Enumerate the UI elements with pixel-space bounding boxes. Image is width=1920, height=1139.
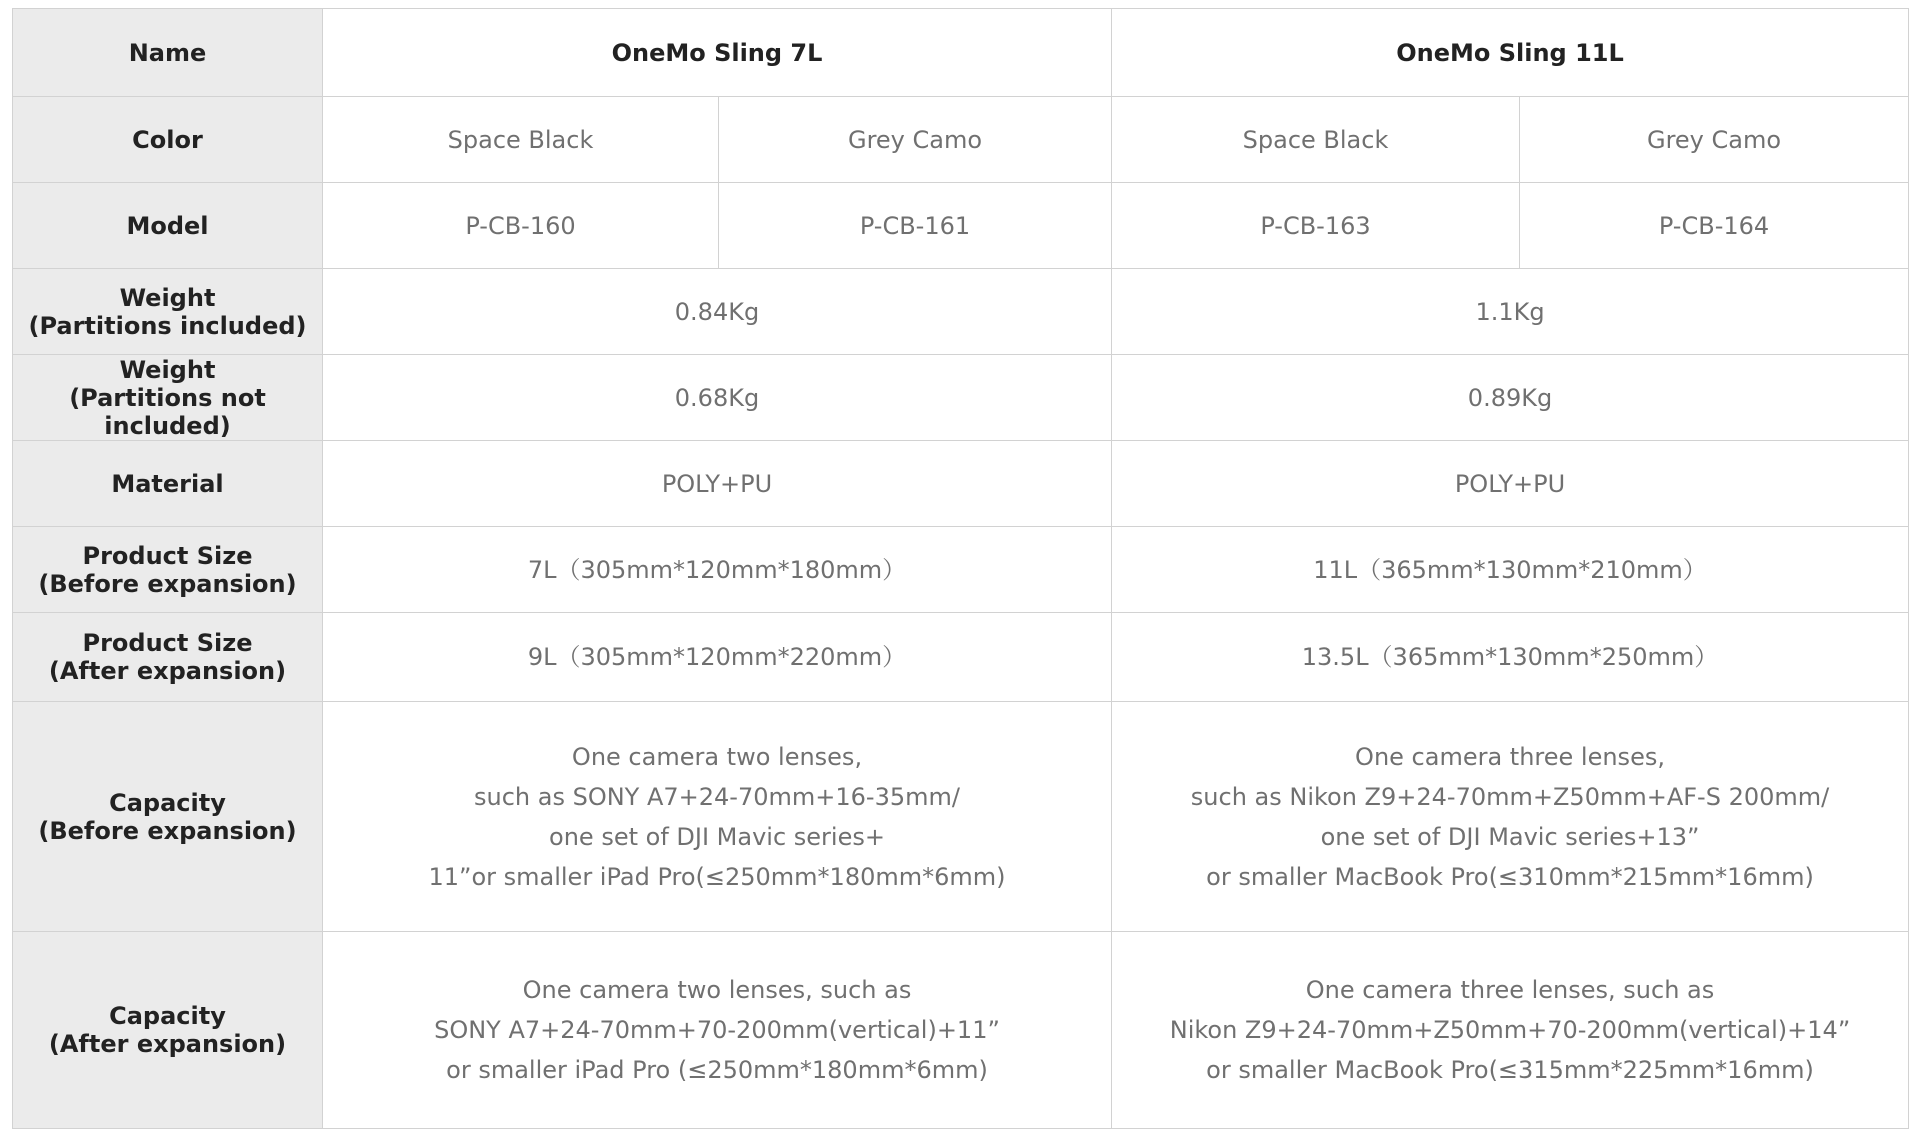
capacity-before-11l: [1112, 702, 1909, 932]
label-line: (Before expansion): [38, 569, 297, 598]
model-cell: P-CB-163: [1112, 183, 1520, 269]
color-cell: Grey Camo: [719, 97, 1112, 183]
row-label-capacity-after: [13, 932, 323, 1129]
row-capacity-after: [13, 932, 1909, 1129]
capacity-line: or smaller MacBook Pro(≤310mm*215mm*16mm): [1206, 862, 1814, 891]
weight-excluded-7l: 0.68Kg: [323, 355, 1112, 441]
spec-table-container: [12, 8, 1908, 1129]
label-line: Capacity: [109, 1002, 226, 1030]
label-line: (Partitions not included): [69, 383, 266, 440]
label-line: Product Size: [82, 629, 253, 657]
row-size-before: [13, 527, 1909, 613]
row-label-material: Material: [13, 441, 323, 527]
capacity-line: such as SONY A7+24-70mm+16-35mm/: [474, 782, 960, 811]
capacity-line: One camera two lenses,: [571, 742, 863, 771]
model-cell: P-CB-161: [719, 183, 1112, 269]
capacity-line: Nikon Z9+24-70mm+Z50mm+70-200mm(vertical)+14”: [1169, 1016, 1851, 1044]
material-11l: POLY+PU: [1112, 441, 1909, 527]
row-label-size-before: [13, 527, 323, 613]
spec-table: [12, 8, 1909, 1129]
capacity-line: One camera two lenses, such as: [522, 976, 912, 1004]
weight-excluded-11l: 0.89Kg: [1112, 355, 1909, 441]
capacity-line: One camera three lenses,: [1355, 742, 1665, 771]
row-label-model: Model: [13, 183, 323, 269]
capacity-line: SONY A7+24-70mm+70-200mm(vertical)+11”: [434, 1016, 1000, 1044]
row-weight-excluded: [13, 355, 1909, 441]
capacity-line: or smaller iPad Pro (≤250mm*180mm*6mm): [446, 1056, 988, 1084]
row-size-after: [13, 613, 1909, 702]
capacity-before-7l: [323, 702, 1112, 932]
material-7l: POLY+PU: [323, 441, 1112, 527]
weight-included-11l: 1.1Kg: [1112, 269, 1909, 355]
capacity-after-7l: [323, 932, 1112, 1129]
capacity-line: or smaller MacBook Pro(≤315mm*225mm*16mm): [1206, 1056, 1814, 1084]
row-weight-included: [13, 269, 1909, 355]
size-after-11l: 13.5L（365mm*130mm*250mm）: [1112, 613, 1909, 702]
size-after-7l: 9L（305mm*120mm*220mm）: [323, 613, 1112, 702]
capacity-line: one set of DJI Mavic series+13”: [1320, 822, 1700, 851]
capacity-line: 11”or smaller iPad Pro(≤250mm*180mm*6mm): [428, 862, 1006, 891]
label-line: Product Size: [82, 541, 253, 570]
label-line: (Before expansion): [38, 816, 297, 845]
row-label-weight-included: [13, 269, 323, 355]
product-name-11l: OneMo Sling 11L: [1112, 9, 1909, 97]
row-label-capacity-before: [13, 702, 323, 932]
row-label-size-after: [13, 613, 323, 702]
label-line: Weight: [119, 283, 216, 312]
row-model: [13, 183, 1909, 269]
color-cell: Space Black: [1112, 97, 1520, 183]
row-capacity-before: [13, 702, 1909, 932]
row-color: [13, 97, 1909, 183]
size-before-7l: 7L（305mm*120mm*180mm）: [323, 527, 1112, 613]
product-name-7l: OneMo Sling 7L: [323, 9, 1112, 97]
row-label-color: Color: [13, 97, 323, 183]
label-line: Weight: [119, 355, 216, 384]
color-cell: Grey Camo: [1520, 97, 1909, 183]
row-material: [13, 441, 1909, 527]
capacity-line: one set of DJI Mavic series+: [549, 822, 885, 851]
capacity-line: such as Nikon Z9+24-70mm+Z50mm+AF-S 200mm/: [1190, 782, 1830, 811]
label-line: (Partitions included): [28, 311, 307, 340]
model-cell: P-CB-164: [1520, 183, 1909, 269]
color-cell: Space Black: [323, 97, 719, 183]
label-line: Capacity: [109, 788, 226, 817]
model-cell: P-CB-160: [323, 183, 719, 269]
weight-included-7l: 0.84Kg: [323, 269, 1112, 355]
capacity-line: One camera three lenses, such as: [1305, 976, 1715, 1004]
row-label-name: Name: [13, 9, 323, 97]
capacity-after-11l: [1112, 932, 1909, 1129]
row-label-weight-excluded: [13, 355, 323, 441]
row-name: [13, 9, 1909, 97]
label-line: (After expansion): [48, 1030, 287, 1058]
label-line: (After expansion): [48, 657, 287, 685]
size-before-11l: 11L（365mm*130mm*210mm）: [1112, 527, 1909, 613]
